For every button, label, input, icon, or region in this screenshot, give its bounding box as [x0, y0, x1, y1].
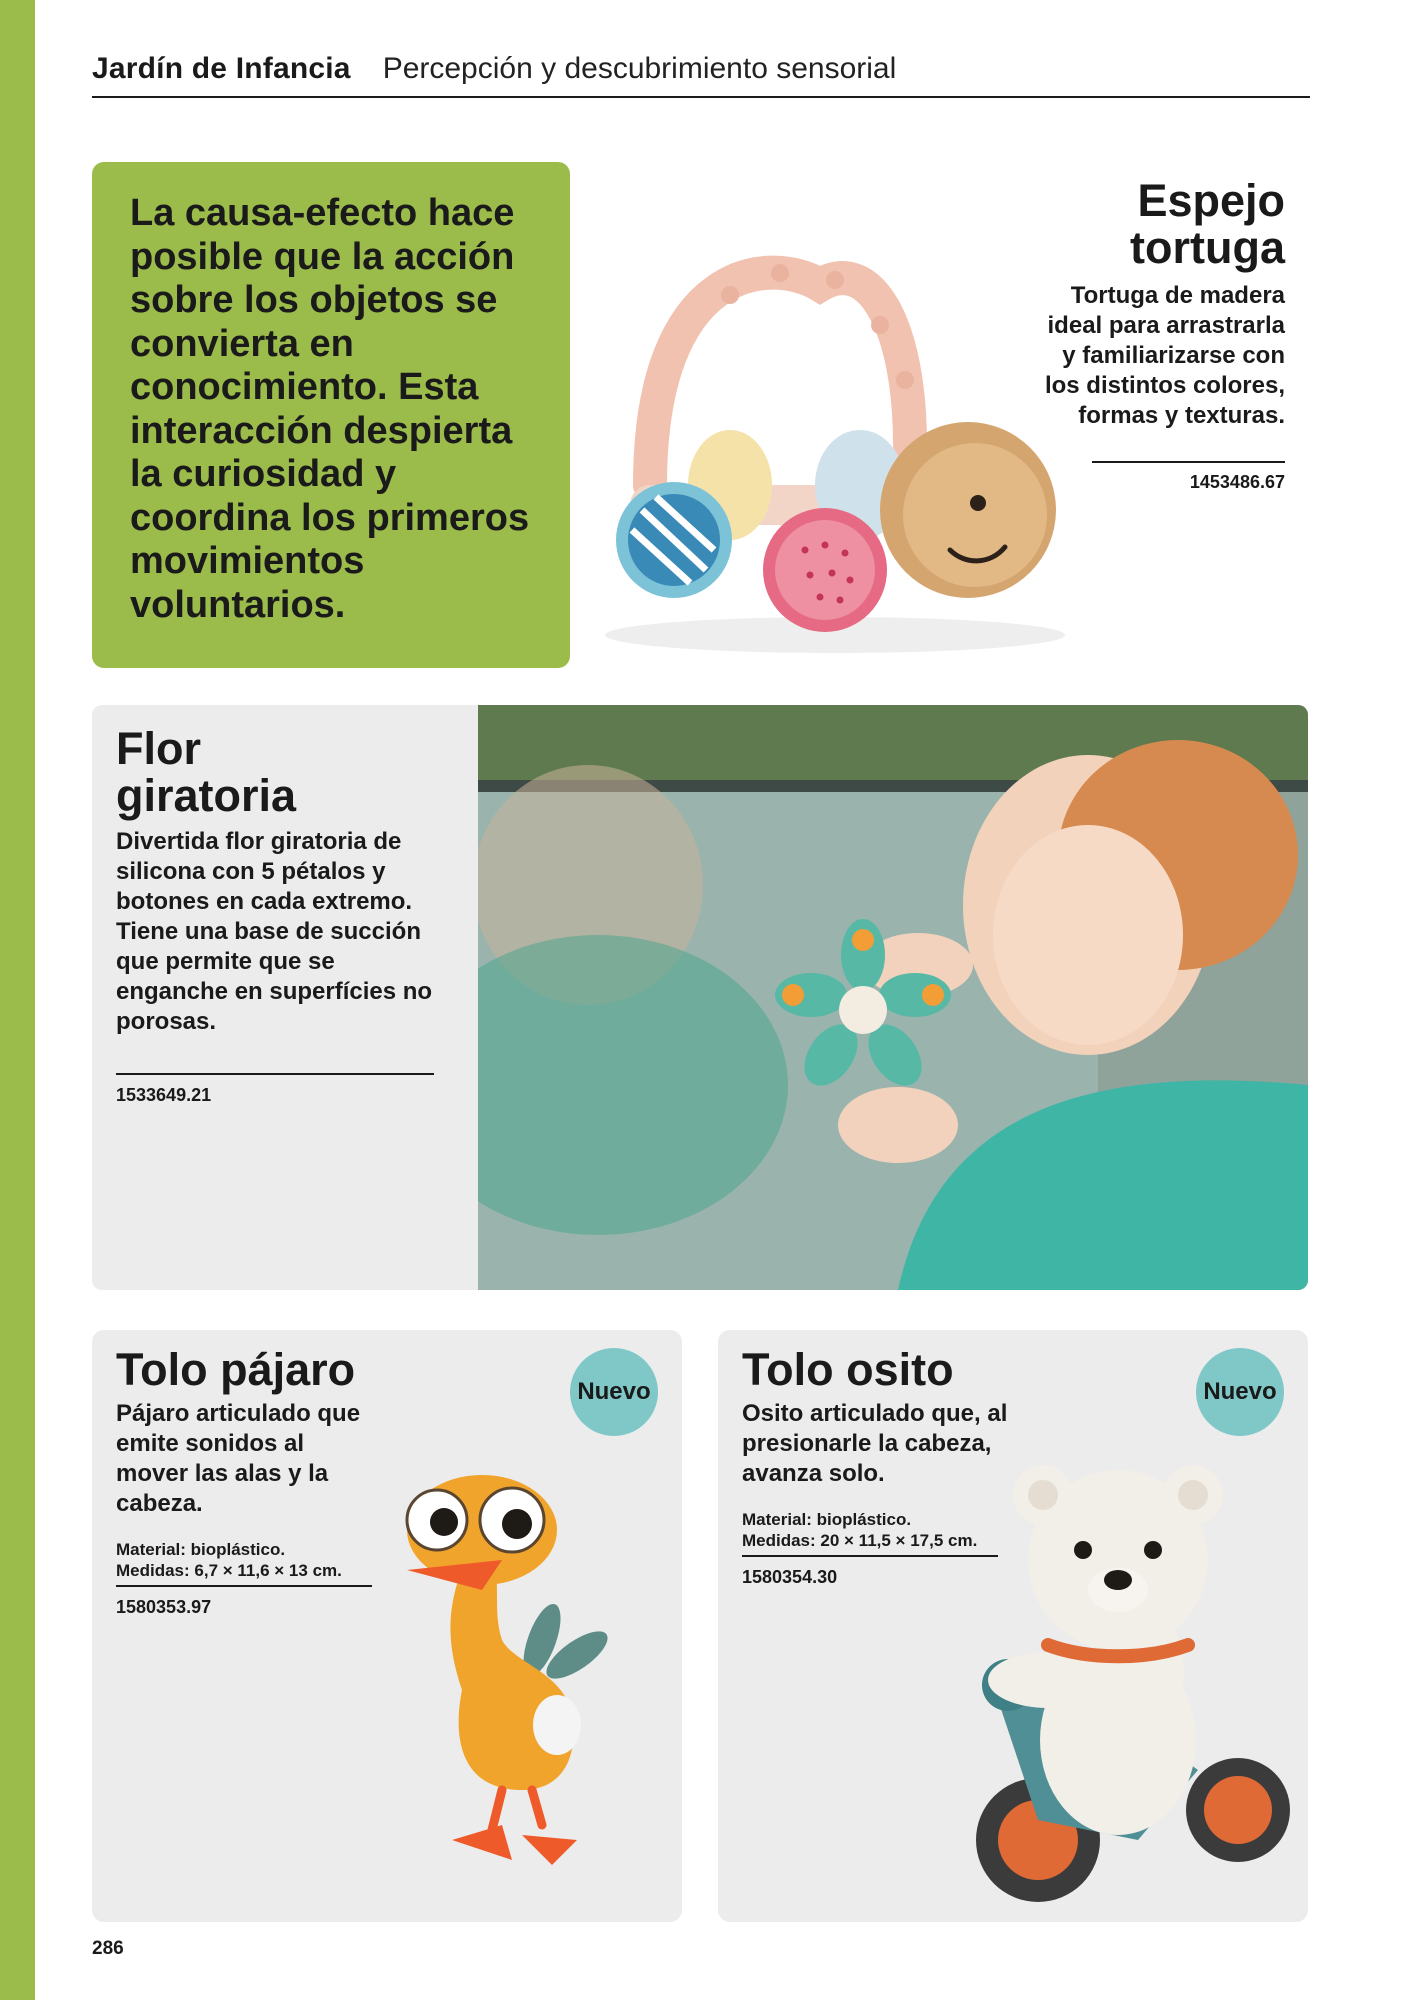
product-meta — [116, 1539, 416, 1581]
intro-callout — [92, 162, 570, 668]
product-card-bear — [718, 1330, 1308, 1922]
turtle-toy-photo — [580, 185, 1090, 665]
flower-toy-photo — [478, 705, 1308, 1290]
divider — [116, 1073, 434, 1075]
product-code: 1453486.67 — [1189, 471, 1285, 492]
product-description: Pájaro articulado que emite sonidos al mover las alas y la cabeza. — [116, 1400, 361, 1517]
product-material: Material: bioplástico. — [742, 1510, 912, 1529]
bear-toy-photo — [938, 1440, 1298, 1910]
divider — [1092, 461, 1285, 463]
product-card-bird — [92, 1330, 682, 1922]
product-title: Flor giratoria — [116, 723, 297, 821]
new-badge: Nuevo — [1196, 1348, 1284, 1436]
intro-text: La causa-efecto hace posible que la acción sobre los objetos se convierta en conocimiento. Esta interacción despierta la curiosidad y coordina los primeros movimientos voluntarios. — [130, 192, 530, 626]
product-description: Divertida flor giratoria de silicona con 5 pétalos y botones en cada extremo. Tiene una base de succión que permite que se enganche en superfícies no porosas. — [116, 828, 433, 1035]
section-title: Jardín de Infancia — [92, 52, 351, 85]
product-title: Espejo tortuga — [1130, 175, 1285, 273]
page-header — [92, 52, 1310, 98]
side-color-bar — [0, 0, 35, 2000]
bird-toy-photo — [392, 1460, 622, 1900]
product-measures: Medidas: 20 × 11,5 × 17,5 cm. — [742, 1531, 978, 1550]
new-badge: Nuevo — [570, 1348, 658, 1436]
product-code: 1580353.97 — [116, 1596, 212, 1617]
product-code: 1580354.30 — [742, 1566, 838, 1587]
product-code: 1533649.21 — [116, 1084, 212, 1105]
product-title: Tolo pájaro — [116, 1344, 356, 1395]
product-title: Tolo osito — [742, 1344, 954, 1395]
page-number: 286 — [92, 1938, 124, 1959]
product-description: Tortuga de madera ideal para arrastrarla y familiarizarse con los distintos colores, formas y texturas. — [1044, 282, 1285, 429]
product-material: Material: bioplástico. — [116, 1540, 286, 1559]
product-card-flower — [92, 705, 1308, 1290]
section-subtitle: Percepción y descubrimiento sensorial — [382, 52, 897, 85]
product-description: Osito articulado que, al presionarle la cabeza, avanza solo. — [742, 1400, 1008, 1487]
divider — [116, 1585, 372, 1587]
product-measures: Medidas: 6,7 × 11,6 × 13 cm. — [116, 1561, 342, 1580]
product-turtle — [1030, 177, 1285, 493]
